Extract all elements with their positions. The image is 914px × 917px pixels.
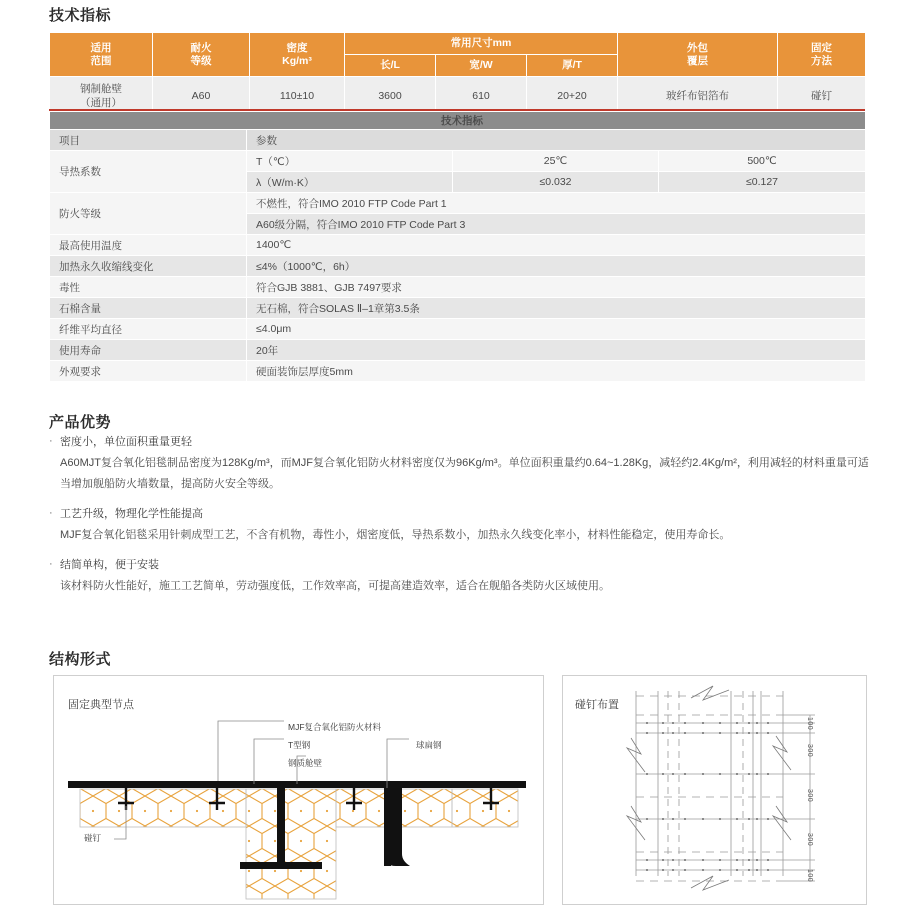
col-length: 长/L — [345, 55, 436, 77]
cell-density: 110±10 — [250, 77, 345, 117]
row-label-toxicity: 毒性 — [50, 277, 247, 298]
col-density-line1: 密度 — [286, 41, 308, 54]
row-label-fiber-diameter: 纤维平均直径 — [50, 319, 247, 340]
col-cover-line1: 外包 — [687, 41, 708, 54]
dimension-label-3: 300 — [806, 789, 813, 803]
dimension-label-5: 100 — [806, 869, 813, 883]
col-thickness: 厚/T — [527, 55, 618, 77]
table-row — [50, 235, 866, 256]
table-row — [50, 340, 866, 361]
advantage-heading — [49, 504, 869, 525]
col-scope-line2: 范围 — [90, 54, 112, 67]
advantage-body: 该材料防火性能好，施工工艺简单，劳动强度低，工作效率高，可提高建造效率，适合在舰船各类防火区域使用。 — [60, 580, 610, 592]
callout-t-steel: T型钢 — [288, 740, 311, 750]
section-title-technical: 技术指标 — [49, 7, 112, 24]
col-size-group: 常用尺寸mm — [345, 33, 618, 55]
spec-table — [49, 32, 866, 117]
stud-dot-grid — [646, 722, 769, 871]
col-scope — [50, 33, 153, 77]
advantage-body: MJF复合氧化铝毯采用针刺成型工艺，不含有机物，毒性小，烟密度低，导热系数小，加热永久线变化率小，材料性能稳定，使用寿命长。 — [60, 529, 731, 541]
cell-lambda-500c: ≤0.127 — [659, 172, 866, 193]
advantage-heading-text: 结简单构，便于安装 — [60, 559, 159, 571]
dimension-label-2: 300 — [806, 744, 813, 758]
col-density — [250, 33, 345, 77]
table-row — [50, 277, 866, 298]
tech-band-label: 技术指标 — [50, 112, 866, 130]
bullet-icon: · — [49, 435, 53, 447]
advantage-heading — [49, 432, 869, 453]
table-row — [50, 361, 866, 382]
cell-param: T（℃） — [247, 151, 453, 172]
table-row — [50, 298, 866, 319]
cell-fixing: 碰钉 — [778, 77, 866, 117]
cell-scope-line2: （通用） — [80, 97, 122, 109]
tech-col-param: 参数 — [247, 130, 866, 151]
callout-stud: 碰钉 — [84, 833, 102, 843]
row-label-max-temp: 最高使用温度 — [50, 235, 247, 256]
cell-param: 硬面装饰层厚度5mm — [247, 361, 866, 382]
spec-header-row-1 — [50, 33, 866, 55]
list-item — [49, 432, 869, 495]
col-scope-line1: 适用 — [90, 41, 112, 54]
col-fire-line2: 等级 — [190, 54, 212, 67]
tech-col-item: 项目 — [50, 130, 247, 151]
advantage-heading-text: 密度小，单位面积重量更轻 — [60, 436, 192, 448]
cell-param: λ（W/m·K） — [247, 172, 453, 193]
cell-param: 不燃性，符合IMO 2010 FTP Code Part 1 — [247, 193, 866, 214]
list-item — [49, 555, 869, 597]
tech-indicator-table — [49, 111, 866, 382]
table-row — [50, 193, 866, 214]
col-cover-line2: 覆层 — [687, 54, 708, 67]
cell-width: 610 — [436, 77, 527, 117]
col-fire-rating — [153, 33, 250, 77]
col-fire-line1: 耐火 — [190, 41, 212, 54]
row-label-shrinkage: 加热永久收缩线变化 — [50, 256, 247, 277]
advantage-heading — [49, 555, 869, 576]
cell-param: A60级分隔，符合IMO 2010 FTP Code Part 3 — [247, 214, 866, 235]
row-label-service-life: 使用寿命 — [50, 340, 247, 361]
col-fixing — [778, 33, 866, 77]
cell-param: ≤4.0μm — [247, 319, 866, 340]
diagram-right-title: 碰钉布置 — [575, 699, 619, 711]
cell-lambda-25c: ≤0.032 — [453, 172, 659, 193]
cell-param: 20年 — [247, 340, 866, 361]
row-label-conductivity: 导热系数 — [50, 151, 247, 193]
bullet-icon: · — [49, 558, 53, 570]
col-width: 宽/W — [436, 55, 527, 77]
cell-param: 1400℃ — [247, 235, 866, 256]
table-row — [50, 256, 866, 277]
col-fixing-line2: 方法 — [811, 54, 832, 67]
callout-bulb-flat: 球扁钢 — [416, 740, 442, 750]
section-title-structure: 结构形式 — [49, 651, 112, 668]
row-label-fire-class: 防火等级 — [50, 193, 247, 235]
dimension-label-1: 100 — [806, 717, 813, 731]
break-leader-lines — [627, 686, 791, 890]
spec-table-head — [50, 33, 866, 77]
cell-cover: 玻纤布铝箔布 — [618, 77, 778, 117]
section-title-advantages: 产品优势 — [49, 414, 112, 431]
row-label-appearance: 外观要求 — [50, 361, 247, 382]
list-item — [49, 504, 869, 546]
advantages-list — [49, 432, 869, 606]
cell-length: 3600 — [345, 77, 436, 117]
insulation-fill — [80, 789, 518, 899]
advantage-heading-text: 工艺升级，物理化学性能提高 — [60, 508, 203, 520]
cell-param: 无石棉，符合SOLAS Ⅱ–1章第3.5条 — [247, 298, 866, 319]
table-row — [50, 151, 866, 172]
cell-param: ≤4%（1000℃，6h） — [247, 256, 866, 277]
advantage-body: A60MJT复合氧化铝毯制品密度为128Kg/m³，而MJF复合氧化铝防火材料密度仅为96Kg/m³。单位面积重量约0.64~1.28Kg，减轻约2.4Kg/m²，利用减轻的材料重量可适当增加舰船防火墙数量，提高防火安全等级。 — [60, 457, 869, 490]
col-density-line2: Kg/m³ — [282, 54, 312, 67]
cell-scope-line1: 钢制舱壁 — [80, 83, 122, 95]
diagram-left-title: 固定典型节点 — [68, 699, 134, 711]
bullet-icon: · — [49, 507, 53, 519]
callout-material: MJF复合氧化铝防火材料 — [288, 722, 382, 732]
cell-value-25c: 25℃ — [453, 151, 659, 172]
cell-thickness: 20+20 — [527, 77, 618, 117]
tech-header-row — [50, 130, 866, 151]
dimension-label-4: 300 — [806, 833, 813, 847]
table-row — [50, 319, 866, 340]
cell-fire-rating: A60 — [153, 77, 250, 117]
row-label-asbestos: 石棉含量 — [50, 298, 247, 319]
cell-value-500c: 500℃ — [659, 151, 866, 172]
col-cover — [618, 33, 778, 77]
cell-param: 符合GJB 3881、GJB 7497要求 — [247, 277, 866, 298]
tech-band-row — [50, 112, 866, 130]
callout-bulkhead: 钢质舱壁 — [288, 758, 323, 768]
col-fixing-line1: 固定 — [811, 41, 832, 54]
